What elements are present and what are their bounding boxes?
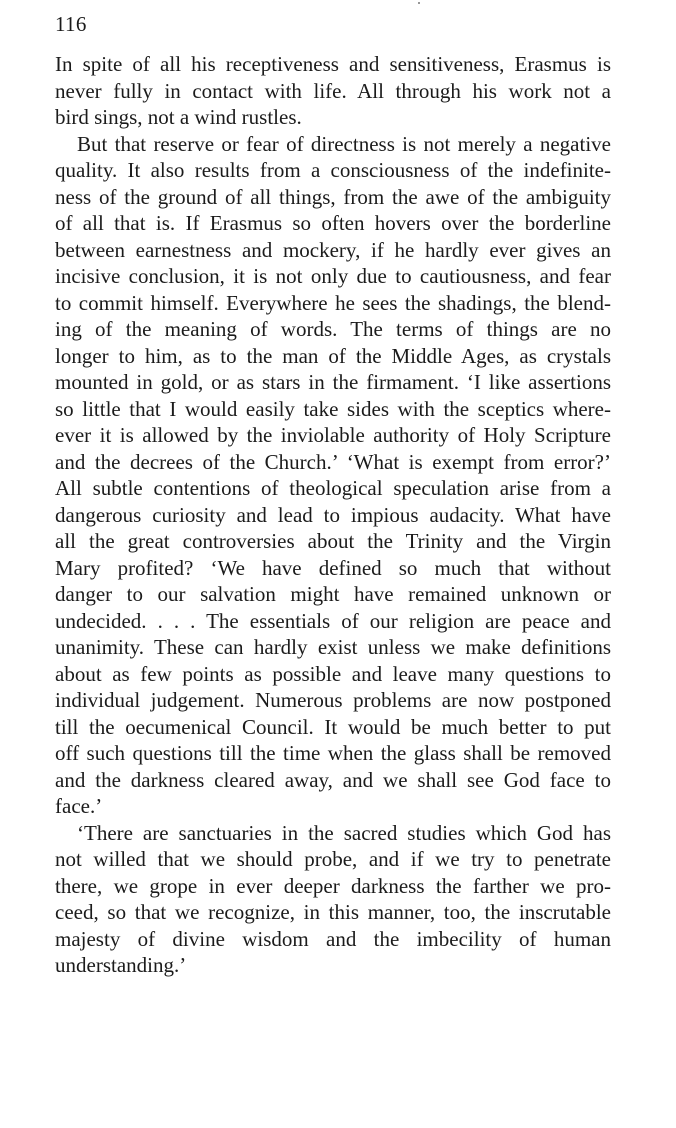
text-line: there, we grope in ever deeper darkness the farther we pro-: [55, 873, 611, 898]
text-line: ‘There are sanctuaries in the sacred studies which God has: [77, 820, 611, 845]
text-line: undecided. . . . The essentials of our religion are peace and: [55, 608, 611, 633]
text-line: understanding.’: [55, 953, 187, 977]
text-line: longer to him, as to the man of the Middle Ages, as crystals: [55, 343, 611, 368]
page-number: 116: [55, 12, 87, 36]
text-line: till the oecumenical Council. It would be much better to put: [55, 714, 611, 739]
text-line: incisive conclusion, it is not only due to cautiousness, and fear: [55, 264, 611, 288]
text-line: not willed that we should probe, and if we try to penetrate: [55, 847, 611, 871]
print-speck: [418, 2, 420, 4]
text-line: All subtle contentions of theological speculation arise from a: [55, 476, 611, 500]
body-text: [55, 51, 611, 979]
text-line: ing of the meaning of words. The terms of things are no: [55, 317, 611, 341]
text-line: Mary profited? ‘We have defined so much that without: [55, 555, 611, 580]
text-line: individual judgement. Numerous problems are now postponed: [55, 688, 611, 712]
paragraph: [55, 820, 611, 979]
paragraph: [55, 51, 611, 131]
text-line: ceed, so that we recognize, in this manner, too, the inscrutable: [55, 900, 611, 924]
text-line: face.’: [55, 794, 103, 818]
text-line: ness of the ground of all things, from the awe of the ambiguity: [55, 184, 611, 209]
text-line: But that reserve or fear of directness is not merely a negative: [77, 131, 611, 156]
text-line: off such questions till the time when the glass shall be removed: [55, 741, 611, 765]
text-line: quality. It also results from a consciousness of the indefinite-: [55, 158, 611, 182]
text-line: about as few points as possible and leave many questions to: [55, 661, 611, 686]
text-line: to commit himself. Everywhere he sees the shadings, the blend-: [55, 290, 611, 315]
text-line: unanimity. These can hardly exist unless we make definitions: [55, 635, 611, 659]
text-line: and the decrees of the Church.’ ‘What is exempt from error?’: [55, 449, 611, 474]
text-line: bird sings, not a wind rustles.: [55, 105, 302, 129]
text-line: dangerous curiosity and lead to impious audacity. What have: [55, 502, 611, 527]
text-line: majesty of divine wisdom and the imbecility of human: [55, 926, 611, 951]
text-line: never fully in contact with life. All through his work not a: [55, 78, 611, 103]
paragraph: [55, 131, 611, 820]
text-line: danger to our salvation might have remained unknown or: [55, 582, 611, 606]
text-line: between earnestness and mockery, if he hardly ever gives an: [55, 237, 611, 262]
text-line: of all that is. If Erasmus so often hovers over the borderline: [55, 211, 611, 235]
text-line: so little that I would easily take sides with the sceptics where-: [55, 396, 611, 421]
text-line: In spite of all his receptiveness and sensitiveness, Erasmus is: [55, 52, 611, 76]
text-line: ever it is allowed by the inviolable authority of Holy Scripture: [55, 423, 611, 447]
text-line: all the great controversies about the Trinity and the Virgin: [55, 529, 611, 553]
text-line: and the darkness cleared away, and we shall see God face to: [55, 767, 611, 792]
text-line: mounted in gold, or as stars in the firmament. ‘I like assertions: [55, 370, 611, 394]
